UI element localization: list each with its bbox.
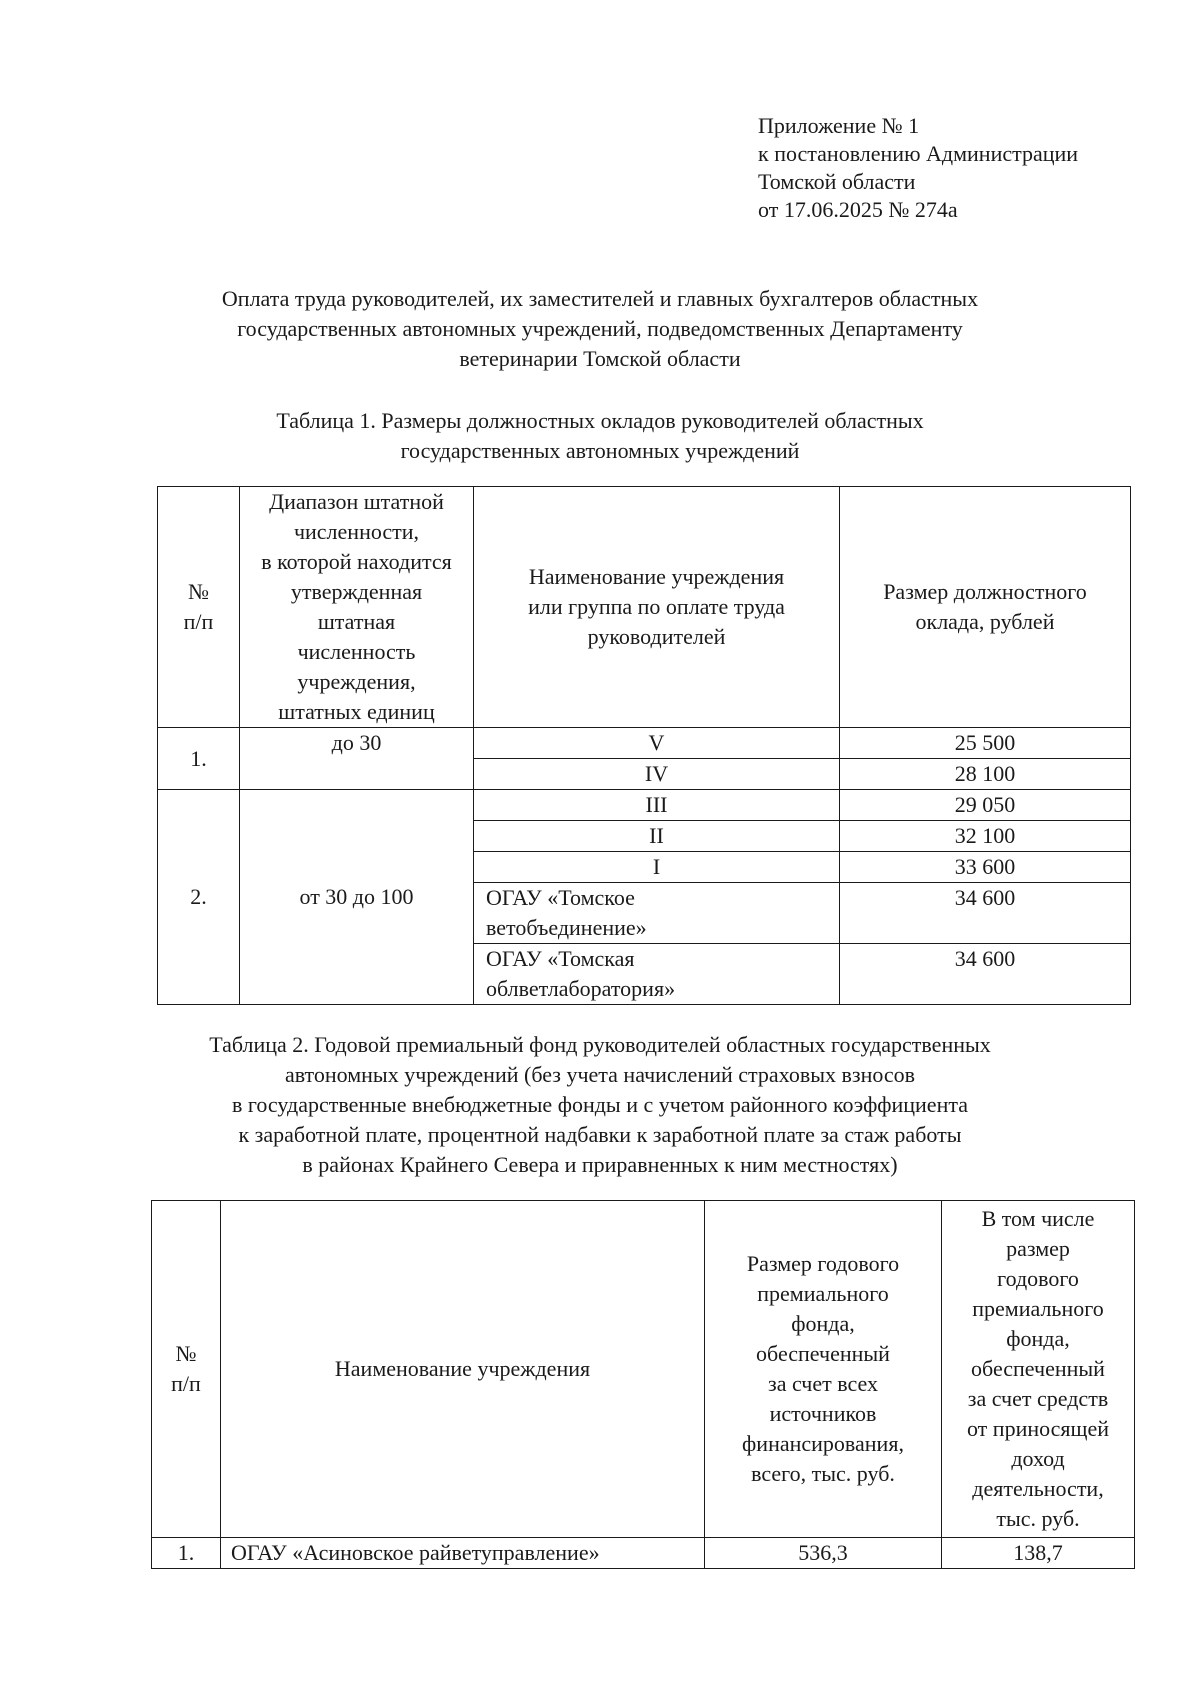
- appendix-line: Томской области: [758, 169, 916, 194]
- bonus-fund-table: [151, 1200, 1135, 1569]
- header-text: руководителей: [587, 624, 726, 649]
- table1-caption: [100, 406, 1100, 466]
- header-income-fund: [942, 1201, 1135, 1538]
- table-row: [158, 790, 1131, 821]
- header-text: тыс. руб.: [996, 1506, 1080, 1531]
- table-row: [158, 728, 1131, 759]
- table-row: [152, 1538, 1135, 1569]
- header-text: п/п: [183, 609, 214, 634]
- salary-table: [157, 486, 1131, 1005]
- row-number: 2.: [158, 790, 240, 1005]
- caption-line: Таблица 2. Годовой премиальный фонд руководителей областных государственных: [209, 1032, 991, 1057]
- header-salary: [840, 487, 1131, 728]
- header-text: фонда,: [791, 1311, 855, 1336]
- header-text: №: [175, 1341, 197, 1366]
- header-text: оклада, рублей: [915, 609, 1055, 634]
- header-text: Наименование учреждения: [528, 564, 785, 589]
- header-text: премиального: [972, 1296, 1104, 1321]
- table2-caption: [80, 1030, 1120, 1180]
- header-text: от приносящей: [966, 1416, 1110, 1441]
- header-text: фонда,: [1006, 1326, 1070, 1351]
- title-line: ветеринарии Томской области: [459, 346, 741, 371]
- appendix-line: Приложение № 1: [758, 113, 920, 138]
- staff-range: от 30 до 100: [240, 790, 474, 1005]
- table-header-row: [158, 487, 1131, 728]
- pay-group: IV: [474, 759, 840, 790]
- header-text: премиального: [757, 1281, 889, 1306]
- institution-name: [474, 883, 840, 944]
- row-number: 1.: [158, 728, 240, 790]
- header-text: за счет средств: [967, 1386, 1109, 1411]
- header-text: обеспеченный: [971, 1356, 1105, 1381]
- appendix-date-line: от 17.06.2025 № 274а: [758, 197, 958, 222]
- header-text: учреждения,: [297, 669, 416, 694]
- header-text: в которой находится: [261, 549, 452, 574]
- caption-line: Таблица 1. Размеры должностных окладов руководителей областных: [276, 408, 924, 433]
- header-text: численность: [297, 639, 416, 664]
- header-text: источников: [769, 1401, 877, 1426]
- row-number: 1.: [152, 1538, 221, 1569]
- header-text: или группа по оплате труда: [528, 594, 785, 619]
- header-total-fund: [705, 1201, 942, 1538]
- caption-line: в районах Крайнего Севера и приравненных к ним местностях): [302, 1152, 898, 1177]
- header-institution-name: Наименование учреждения: [221, 1201, 705, 1538]
- caption-line: автономных учреждений (без учета начислений страховых взносов: [284, 1062, 916, 1087]
- header-text: п/п: [171, 1371, 201, 1396]
- document-title: [100, 284, 1100, 374]
- header-number: [158, 487, 240, 728]
- header-text: численности,: [293, 519, 420, 544]
- header-text: штатных единиц: [278, 699, 435, 724]
- total-fund-value: 536,3: [705, 1538, 942, 1569]
- header-text: Диапазон штатной: [269, 489, 444, 514]
- header-text: размер: [1006, 1236, 1070, 1261]
- title-line: Оплата труда руководителей, их заместителей и главных бухгалтеров областных: [221, 286, 979, 311]
- header-text: финансирования,: [742, 1431, 904, 1456]
- header-number: [152, 1201, 221, 1538]
- header-text: №: [188, 579, 209, 604]
- header-text: обеспеченный: [756, 1341, 890, 1366]
- salary-value: 29 050: [840, 790, 1131, 821]
- salary-value: 34 600: [840, 883, 1131, 944]
- header-text: утвержденная: [290, 579, 423, 604]
- header-text: В том числе: [981, 1206, 1095, 1231]
- institution-name: ОГАУ «Асиновское райветуправление»: [221, 1538, 705, 1569]
- header-text: всего, тыс. руб.: [751, 1461, 895, 1486]
- institution-name-line: облветлаборатория»: [486, 976, 676, 1001]
- caption-line: к заработной плате, процентной надбавки к заработной плате за стаж работы: [238, 1122, 962, 1147]
- table-header-row: [152, 1201, 1135, 1538]
- staff-range: до 30: [240, 728, 474, 790]
- institution-name-line: ветобъединение»: [486, 915, 647, 940]
- caption-line: государственных автономных учреждений: [400, 438, 800, 463]
- pay-group: II: [474, 821, 840, 852]
- header-staff-range: [240, 487, 474, 728]
- header-text: за счет всех: [768, 1371, 878, 1396]
- header-text: годового: [997, 1266, 1079, 1291]
- salary-value: 28 100: [840, 759, 1131, 790]
- institution-name-line: ОГАУ «Томская: [486, 946, 635, 971]
- salary-value: 32 100: [840, 821, 1131, 852]
- income-fund-value: 138,7: [942, 1538, 1135, 1569]
- header-text: Размер годового: [746, 1251, 900, 1276]
- pay-group: III: [474, 790, 840, 821]
- salary-value: 25 500: [840, 728, 1131, 759]
- appendix-block: [758, 112, 1078, 224]
- salary-value: 33 600: [840, 852, 1131, 883]
- pay-group: I: [474, 852, 840, 883]
- header-text: Размер должностного: [883, 579, 1087, 604]
- institution-name: [474, 944, 840, 1005]
- institution-name-line: ОГАУ «Томское: [486, 885, 635, 910]
- caption-line: в государственные внебюджетные фонды и с учетом районного коэффициента: [232, 1092, 968, 1117]
- salary-value: 34 600: [840, 944, 1131, 1005]
- header-text: штатная: [317, 609, 396, 634]
- title-line: государственных автономных учреждений, подведомственных Департаменту: [237, 316, 963, 341]
- pay-group: V: [474, 728, 840, 759]
- appendix-line: к постановлению Администрации: [758, 141, 1079, 166]
- header-text: доход: [1011, 1446, 1065, 1471]
- header-text: деятельности,: [972, 1476, 1104, 1501]
- header-institution-name: [474, 487, 840, 728]
